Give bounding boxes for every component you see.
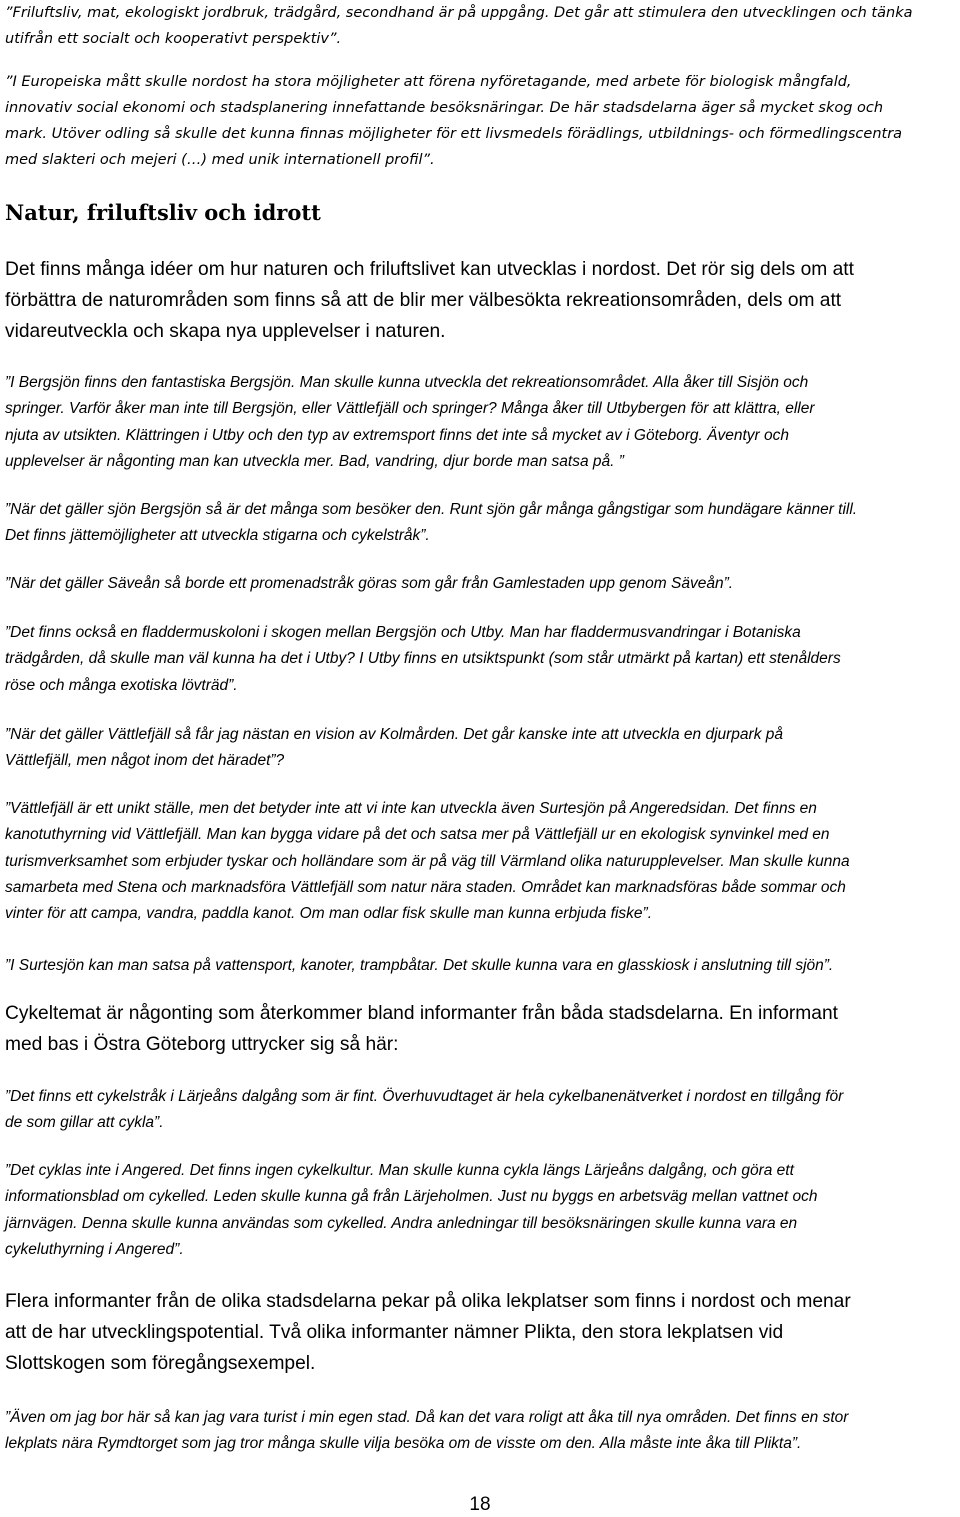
- text-line: Det finns många idéer om hur naturen och friluftslivet kan utvecklas i nordost. Det rör sig dels om att: [5, 259, 854, 280]
- quote-savean: [5, 571, 955, 597]
- text-line: ”Vättlefjäll är ett unikt ställe, men det betyder inte att vi inte kan utveckla även Surtesjön på Angeredsidan. Det finns en: [5, 800, 817, 817]
- paragraph-cykeltema: [5, 998, 955, 1060]
- section-heading: [5, 199, 955, 227]
- quote-fladdermus: [5, 620, 955, 699]
- text-line: informationsblad om cykelled. Leden skulle kunna gå från Lärjeholmen. Just nu byggs en arbetsväg mellan vattnet och: [5, 1188, 818, 1206]
- text-line: upplevelser är någonting man kan utveckla mer. Bad, vandring, djur borde man satsa på. ”: [5, 452, 624, 470]
- quote-cykelstrak: [5, 1084, 955, 1137]
- text-line: lekplats nära Rymdtorget som jag tror många skulle vilja besöka om de visste om den. Alla måste inte åka till Plikta”.: [5, 1435, 802, 1453]
- text-line: ”I Europeiska mått skulle nordost ha stora möjligheter att förena nyföretagande, med arbete för biologisk mångfald,: [5, 74, 852, 90]
- text-line: springer. Varför åker man inte till Bergsjön, eller Vättlefjäll och springer? Många åker till Utbybergen för att klättra, eller: [5, 400, 815, 418]
- quote-surtesjon: [5, 953, 955, 979]
- text-line: vidareutveckla och skapa nya upplevelser i naturen.: [5, 321, 446, 342]
- text-line: de som gillar att cykla”.: [5, 1114, 164, 1132]
- page-number: 18: [469, 1494, 491, 1515]
- quote-kolmarden: [5, 722, 955, 775]
- quote-cykelkultur: [5, 1158, 955, 1263]
- text-line: kanotuthyrning vid Vättlefjäll. Man kan bygga vidare på det och satsa mer på Vättlefjäll ur en ekologisk synvinkel med en: [5, 826, 830, 844]
- paragraph-natur: [5, 254, 955, 347]
- text-line: samarbeta med Stena och marknadsföra Vättlefjäll som natur nära staden. Området kan marknadsföras både sommar och: [5, 878, 846, 896]
- text-line: mark. Utöver odling så skulle det kunna finnas möjligheter för ett livsmedels förädlings, utbildnings- och förmedlingscentra: [5, 126, 903, 142]
- text-line: förbättra de naturområden som finns så att de blir mer välbesökta rekreationsområden, dels om att: [5, 290, 842, 311]
- text-line: ”I Surtesjön kan man satsa på vattensport, kanoter, trampbåtar. Det skulle kunna vara en glasskiosk i anslutning till sjön”.: [5, 957, 834, 974]
- quote-vattlefjall: [5, 796, 955, 927]
- text-line: Slottskogen som föregångsexempel.: [5, 1353, 316, 1374]
- text-line: röse och många exotiska lövträd”.: [5, 676, 238, 694]
- text-line: ”När det gäller Säveån så borde ett promenadstråk göras som går från Gamlestaden upp genom Säveån”.: [5, 575, 734, 592]
- text-line: att de har utvecklingspotential. Två olika informanter nämner Plikta, den stora lekplatsen vid: [5, 1322, 784, 1343]
- text-line: Det finns jättemöjligheter att utveckla stigarna och cykelstråk”.: [5, 527, 430, 545]
- text-line: ”Friluftsliv, mat, ekologiskt jordbruk, trädgård, secondhand är på uppgång. Det går att stimulera den utvecklingen och tänka: [5, 5, 913, 21]
- text-line: njuta av utsikten. Klättringen i Utby och den typ av extremsport finns det inte så mycket av i Göteborg. Äventyr och: [5, 426, 789, 444]
- text-line: trädgården, då skulle man väl kunna ha det i Utby? I Utby finns en utsiktspunkt (som står utmärkt på kartan) ett stenålders: [5, 650, 841, 668]
- text-line: ”Det cyklas inte i Angered. Det finns ingen cykelkultur. Man skulle kunna cykla längs Lärjeåns dalgång, och göra ett: [5, 1162, 794, 1179]
- text-line: Cykeltemat är någonting som återkommer bland informanter från båda stadsdelarna. En informant: [5, 1003, 838, 1024]
- quote-turist: [5, 1405, 955, 1458]
- paragraph-lekplatser: [5, 1286, 955, 1379]
- text-line: ”I Bergsjön finns den fantastiska Bergsjön. Man skulle kunna utveckla det rekreationsområdet. Alla åker till Sisjön och: [5, 374, 809, 391]
- text-line: järnvägen. Denna skulle kunna användas som cykelled. Andra anledningar till besöksnäringen skulle kunna vara en: [5, 1214, 798, 1232]
- text-line: ”När det gäller Vättlefjäll så får jag nästan en vision av Kolmården. Det går kanske inte att utveckla en djurpark på: [5, 726, 783, 743]
- quote-europeiska-matt: [5, 69, 955, 173]
- text-line: utifrån ett socialt och kooperativt perspektiv”.: [5, 31, 342, 47]
- text-line: ”Även om jag bor här så kan jag vara turist i min egen stad. Då kan det vara roligt att åka till nya områden. Det finns en stor: [5, 1409, 849, 1426]
- quote-bergsjon: [5, 370, 955, 475]
- text-line: Vättlefjäll, men något inom det häradet”?: [5, 752, 285, 770]
- text-line: ”Det finns också en fladdermuskoloni i skogen mellan Bergsjön och Utby. Man har fladdermusvandringar i Botaniska: [5, 624, 801, 641]
- quote-friluftsliv: [5, 0, 955, 52]
- text-line: turismverksamhet som erbjuder tyskar och holländare som är på väg till Värmland olika naturupplevelser. Man skulle kunna: [5, 852, 850, 870]
- quote-sjon-bergsjon: [5, 497, 955, 550]
- text-line: Flera informanter från de olika stadsdelarna pekar på olika lekplatser som finns i nordost och menar: [5, 1291, 851, 1312]
- text-line: ”När det gäller sjön Bergsjön så är det många som besöker den. Runt sjön går många gångstigar som hundägare känner till.: [5, 501, 858, 518]
- text-line: Natur, friluftsliv och idrott: [5, 200, 321, 225]
- text-line: vinter för att campa, vandra, paddla kanot. Om man odlar fisk skulle man kunna erbjuda fiske”.: [5, 905, 653, 923]
- text-line: innovativ social ekonomi och stadsplanering innefattande besöksnäringar. De här stadsdelarna äger så mycket skog och: [5, 100, 884, 116]
- text-line: med bas i Östra Göteborg uttrycker sig så här:: [5, 1034, 399, 1055]
- text-line: ”Det finns ett cykelstråk i Lärjeåns dalgång som är fint. Överhuvudtaget är hela cykelbanenätverket i nordost en tillgång för: [5, 1088, 844, 1105]
- text-line: med slakteri och mejeri (…) med unik internationell profil”.: [5, 152, 435, 168]
- text-line: cykeluthyrning i Angered”.: [5, 1240, 184, 1258]
